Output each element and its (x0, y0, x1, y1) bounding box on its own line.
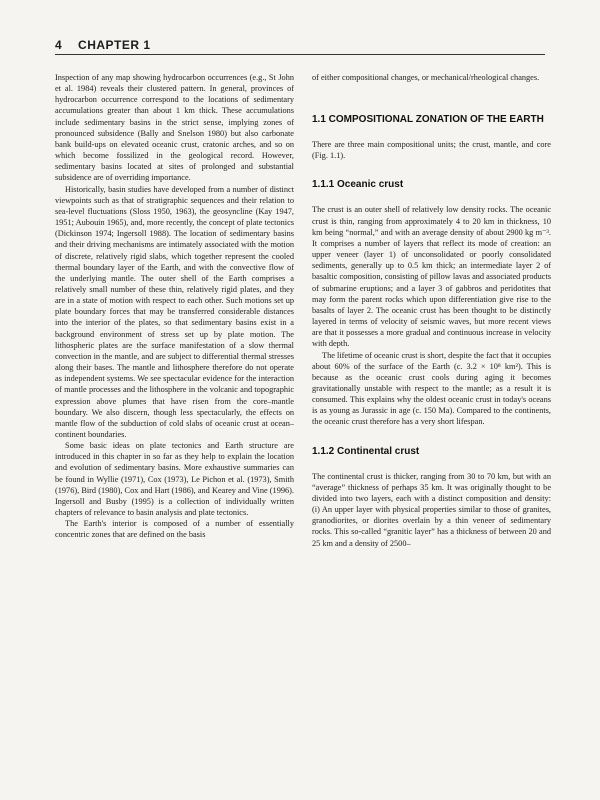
paragraph: The crust is an outer shell of relatively low density rocks. The oceanic crust is thin, ranging from approximately 4 to 20 km in thickness, 10 km being “normal,” and with an average density of about 2900 kg m⁻³. It comprises a number of layers that reflect its mode of creation: an upper veneer (layer 1) of unconsolidated or poorly consolidated sediments, generally up to 0.5 km thick; an intermediate layer 2 of basaltic composition, consisting of pillow lavas and associated products of submarine eruptions; and a layer 3 of gabbros and peridotites that may form the parent rocks which upon differentiation give rise to the basalts of layer 2. The oceanic crust has been thought to be distinctly layered in terms of velocity of seismic waves, but more recent views are that it possesses a more gradual and continuous increase in velocity with depth. (312, 205, 551, 349)
paragraph: of either compositional changes, or mechanical/rheological changes. (312, 73, 540, 82)
paragraph: Some basic ideas on plate tectonics and Earth structure are introduced in this chapter in so far as they help to explain the location and evolution of sedimentary basins. More exhaustive summaries can be found in Wyllie (1971), Cox (1973), Le Pichon et al. (1973), Smith (1976), Bird (1980), Cox and Hart (1986), and Kearey and Vine (1996). Ingersoll and Busby (1995) is a collection of individually written chapters of relevance to basin analysis and plate tectonics. (55, 441, 294, 518)
paragraph: The lifetime of oceanic crust is short, despite the fact that it occupies about 60% of the surface of the Earth (c. 3.2 × 10⁸ km²). This is because as the oceanic crust cools during aging it becomes gravitationally unstable with respect to the mantle; as a result it is consumed. This explains why the oldest oceanic crust in today's oceans is as young as Jurassic in age (c. 150 Ma). Compared to the continents, the oceanic crust therefore has a very short lifespan. (312, 350, 551, 427)
paragraph: Historically, basin studies have developed from a number of distinct viewpoints such as that of stratigraphic sequences and their relation to sea-level fluctuations (Sloss 1950, 1963), the geosyncline (Kay 1947, 1951; Aubouin 1965), and, more recently, the concept of plate tectonics (Dickinson 1974; Ingersoll 1988). The location of sedimentary basins and their driving mechanisms are intimately associated with the motion of discrete, relatively rigid slabs, which together represent the cooled thermal boundary layer of the Earth, and with the convective flow of the underlying mantle. The outer shell of the Earth comprises a relatively small number of these thin, relatively rigid plates, and they are in a state of motion with respect to each other. Such motions set up plate boundary forces that may be transferred considerable distances into the interior of the plates, so that sedimentary basins exist in a background environment of stress set up by plate motion. The lithospheric plates are the surface manifestation of a slow thermal convection in the mantle, and are subject to differential thermal stresses along their bases. The mantle and lithosphere therefore do not operate as independent systems. We see spectacular evidence for the interaction of mantle processes and the lithosphere in the volcanic and topographic expression above plumes that have risen from the core–mantle boundary. We also discern, though less spectacularly, the effects on mantle flow of the subduction of cold slabs of oceanic crust at ocean–continent boundaries. (55, 184, 294, 439)
paragraph: The continental crust is thicker, ranging from 30 to 70 km, but with an “average” thickness of perhaps 35 km. It was originally thought to be divided into two layers, each with a distinct composition and density: (i) An upper layer with physical properties similar to those of granites, granodiorites, or diorites overlain by a thin veneer of sedimentary rocks. This so-called “granitic layer” has a thickness of between 20 and 25 km and a density of 2500– (312, 471, 551, 548)
chapter-label: CHAPTER 1 (78, 38, 151, 52)
right-column (312, 72, 551, 549)
header-rule (55, 54, 545, 55)
subsection-heading-oceanic-crust: 1.1.1 Oceanic crust (312, 179, 404, 191)
subsection-heading-continental-crust: 1.1.2 Continental crust (312, 445, 420, 457)
page-number: 4 (55, 38, 63, 52)
left-column (55, 72, 294, 541)
paragraph: There are three main compositional units; the crust, mantle, and core (Fig. 1.1). (312, 140, 551, 161)
paragraph: The Earth's interior is composed of a number of essentially concentric zones that are defined on the basis (55, 519, 294, 540)
running-header (55, 38, 151, 52)
section-heading: 1.1 COMPOSITIONAL ZONATION OF THE EARTH (312, 114, 544, 126)
paragraph: Inspection of any map showing hydrocarbon occurrences (e.g., St John et al. 1984) reveals their clustered pattern. In general, provinces of hydrocarbon occurrence correspond to the locations of sedimentary accumulations greater than about 1 km thick. These accumulations include sedimentary basins in the strict sense, implying zones of pronounced subsidence (Bally and Snelson 1980) but also carbonate bank build-ups on elevated oceanic crust, cratonic arches, and so on which become fossilized in the geological record. However, sedimentary basins located at sites of prolonged and substantial subsidence are of overriding importance. (55, 73, 294, 183)
